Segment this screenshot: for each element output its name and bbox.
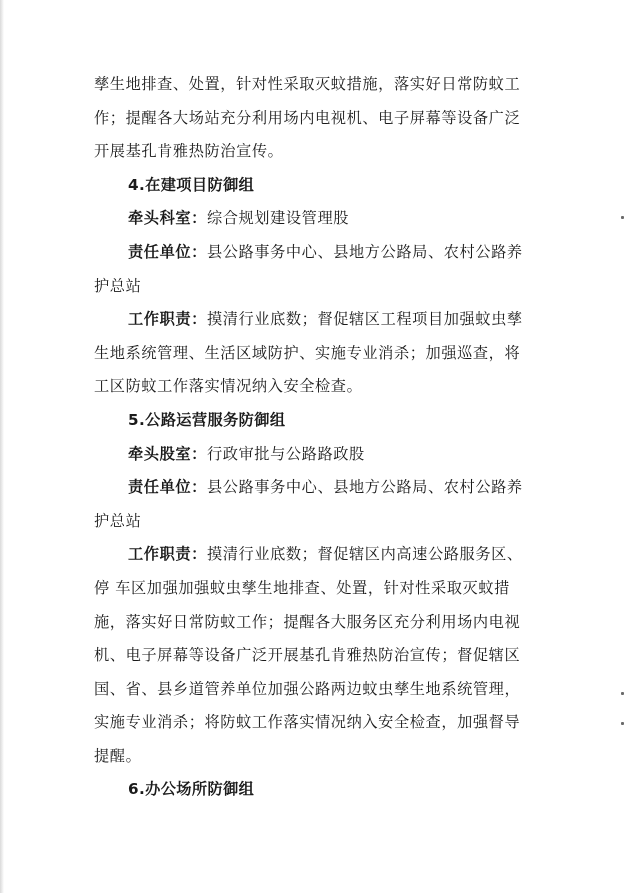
paragraph-line [94,202,544,236]
line-text: 行政审批与公路路政股 [206,444,365,463]
line-text: 综合规划建设管理股 [206,209,350,228]
paragraph-line [94,68,544,102]
paragraph-line [94,102,544,136]
line-text: 施，落实好日常防蚊工作；提醒各大服务区充分利用场内电视 [94,612,521,631]
line-text: 护总站 [94,276,142,295]
page-edge-shadow [0,0,4,893]
paragraph-line [94,572,544,606]
section-heading [94,169,544,203]
paragraph-line [94,606,544,640]
line-text: 县公路事务中心、县地方公路局、农村公路养 [206,478,523,497]
line-text: 提醒。 [94,746,142,765]
scan-mark [621,216,624,219]
field-label: 责任单位： [128,242,207,261]
scan-mark [621,692,624,695]
paragraph-line [94,337,544,371]
line-text: 孳生地排查、处置，针对性采取灭蚊措施，落实好日常防蚊工 [94,75,521,93]
line-text: 实施专业消杀；将防蚊工作落实情况纳入安全检查，加强督导 [94,713,521,732]
paragraph-line [94,471,544,505]
paragraph-line [94,438,544,472]
section-heading [94,404,544,438]
paragraph-line [94,505,544,539]
paragraph-line [94,740,544,774]
scan-mark [621,722,624,725]
paragraph-line [94,303,544,337]
paragraph-line [94,639,544,673]
section-heading [94,773,544,807]
line-text: 机、电子屏幕等设备广泛开展基孔肯雅热防治宣传；督促辖区 [94,646,521,665]
paragraph-line [94,135,544,169]
heading-text: 5.公路运营服务防御组 [128,410,286,429]
document-body [94,68,544,807]
paragraph-line [94,236,544,270]
heading-text: 4.在建项目防御组 [128,175,255,194]
field-label: 责任单位： [128,478,207,497]
paragraph-line [94,370,544,404]
paragraph-line [94,673,544,707]
line-text: 国、省、县乡道管养单位加强公路两边蚊虫孳生地系统管理， [94,679,521,698]
field-label: 牵头股室： [128,444,207,463]
heading-text: 6.办公场所防御组 [128,780,255,799]
line-text: 开展基孔肯雅热防治宣传。 [94,142,284,161]
line-text: 摸清行业底数；督促辖区内高速公路服务区、 [206,545,523,564]
line-text: 作；提醒各大场站充分利用场内电视机、电子屏幕等设备广泛 [94,108,521,127]
paragraph-line [94,706,544,740]
field-label: 工作职责： [128,310,207,329]
line-text: 护总站 [94,511,142,530]
field-label: 工作职责： [128,545,207,564]
line-text: 停 车区加强加强蚊虫孳生地排查、处置，针对性采取灭蚊措 [94,578,510,597]
line-text: 摸清行业底数；督促辖区工程项目加强蚊虫孳 [206,310,523,329]
line-text: 县公路事务中心、县地方公路局、农村公路养 [206,242,523,261]
paragraph-line [94,270,544,304]
field-label: 牵头科室： [128,209,207,228]
line-text: 工区防蚊工作落实情况纳入安全检查。 [94,377,363,396]
paragraph-line [94,538,544,572]
line-text: 生地系统管理、生活区域防护、实施专业消杀；加强巡查，将 [94,343,521,362]
